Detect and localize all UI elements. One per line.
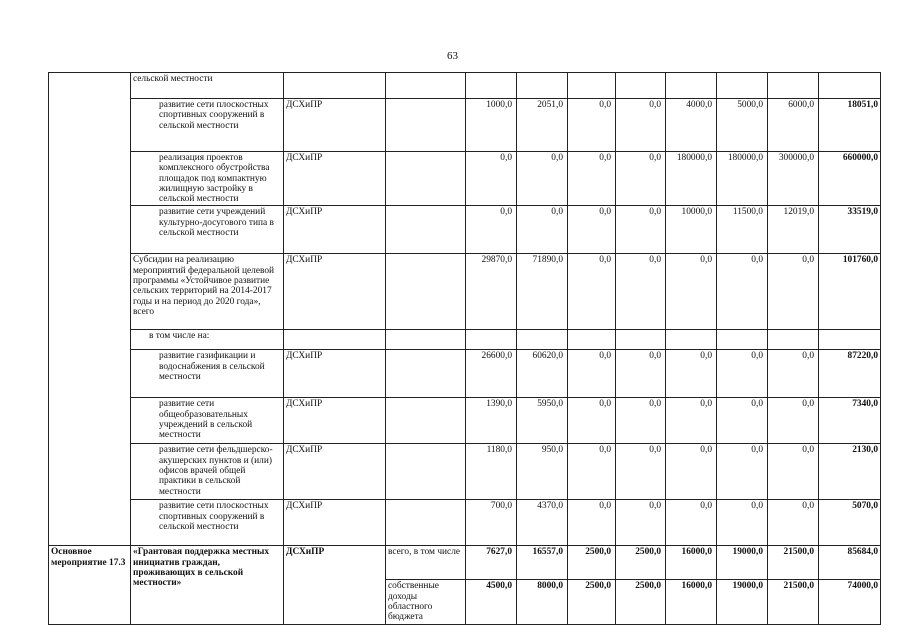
row-agency: ДСХиПР — [284, 206, 386, 254]
row-source — [386, 444, 466, 500]
row-source — [386, 73, 466, 99]
row-value — [666, 330, 717, 350]
row-label: сельской местности — [131, 73, 284, 99]
row-value — [717, 73, 768, 99]
row-label: реализация проектов комплексного обустройства площадок под компактную жилищную застройку в сельской местности — [131, 152, 284, 206]
row-source — [386, 398, 466, 444]
row-value: 0,0 — [616, 398, 666, 444]
row-value: 0,0 — [568, 350, 616, 398]
row-value — [717, 330, 768, 350]
row-value: 0,0 — [568, 99, 616, 152]
row-value: 0,0 — [717, 398, 768, 444]
row-value: 4370,0 — [517, 500, 568, 546]
row-total: 18051,0 — [819, 99, 881, 152]
row-value: 0,0 — [666, 254, 717, 330]
row-source — [386, 500, 466, 546]
row-label: развитие сети фельдшерско-акушерских пунктов и (или) офисов врачей общей практики в сельской местности — [131, 444, 284, 500]
row-value: 0,0 — [616, 500, 666, 546]
row-total: 101760,0 — [819, 254, 881, 330]
row-value: 11500,0 — [717, 206, 768, 254]
row-total: 33519,0 — [819, 206, 881, 254]
row-value: 0,0 — [616, 152, 666, 206]
row-value: 0,0 — [568, 398, 616, 444]
row-total — [819, 330, 881, 350]
row-value: 0,0 — [568, 500, 616, 546]
row-agency — [284, 73, 386, 99]
row-source — [386, 152, 466, 206]
row-value: 1390,0 — [466, 398, 517, 444]
row-total: 2130,0 — [819, 444, 881, 500]
row-agency: ДСХиПР — [284, 99, 386, 152]
row-value: 2500,0 — [616, 546, 666, 580]
row-label: развитие сети плоскостных спортивных сооружений в сельской местности — [131, 500, 284, 546]
row-value: 0,0 — [768, 398, 819, 444]
row-value: 71890,0 — [517, 254, 568, 330]
row-total: 660000,0 — [819, 152, 881, 206]
row-value: 6000,0 — [768, 99, 819, 152]
row-label: в том числе на: — [131, 330, 284, 350]
row-value: 16000,0 — [666, 546, 717, 580]
row-value — [466, 73, 517, 99]
row-value: 5000,0 — [717, 99, 768, 152]
row-value: 0,0 — [717, 350, 768, 398]
row-value — [768, 330, 819, 350]
row-value: 12019,0 — [768, 206, 819, 254]
page-number: 63 — [447, 50, 458, 62]
row-value: 180000,0 — [717, 152, 768, 206]
row-value — [517, 73, 568, 99]
row-value: 0,0 — [616, 99, 666, 152]
row-label: развитие сети учреждений культурно-досугового типа в сельской местности — [131, 206, 284, 254]
row-source: собственные доходы областного бюджета — [386, 580, 466, 624]
table-row — [49, 444, 881, 500]
table-row — [49, 152, 881, 206]
row-source: всего, в том числе — [386, 546, 466, 580]
row-value: 2500,0 — [568, 546, 616, 580]
row-value: 0,0 — [466, 206, 517, 254]
row-value: 29870,0 — [466, 254, 517, 330]
row-value — [568, 73, 616, 99]
row-value — [616, 73, 666, 99]
row-value: 0,0 — [717, 500, 768, 546]
table-row — [49, 350, 881, 398]
row-value: 2500,0 — [616, 580, 666, 624]
row-value: 0,0 — [768, 444, 819, 500]
row-value: 0,0 — [666, 398, 717, 444]
row-agency: ДСХиПР — [284, 398, 386, 444]
main-activity-code: Основное мероприятие 17.3 — [49, 546, 131, 624]
row-source — [386, 206, 466, 254]
row-total: 5070,0 — [819, 500, 881, 546]
table-row — [49, 398, 881, 444]
row-total: 74000,0 — [819, 580, 881, 624]
row-agency: ДСХиПР — [284, 152, 386, 206]
row-value — [466, 330, 517, 350]
row-total: 87220,0 — [819, 350, 881, 398]
row-agency: ДСХиПР — [284, 444, 386, 500]
row-value: 10000,0 — [666, 206, 717, 254]
row-label: развитие сети плоскостных спортивных сооружений в сельской местности — [131, 99, 284, 152]
main-activity-row — [49, 546, 881, 580]
row-value: 0,0 — [768, 500, 819, 546]
row-label: Субсидии на реализацию мероприятий федеральной целевой программы «Устойчивое развитие сельских территорий на 2014-2017 годы и на период до 2020 года», всего — [131, 254, 284, 330]
row-value: 180000,0 — [666, 152, 717, 206]
row-value: 16000,0 — [666, 580, 717, 624]
main-activity-title: «Грантовая поддержка местных инициатив граждан, проживающих в сельской местности» — [131, 546, 284, 624]
row-value: 0,0 — [568, 206, 616, 254]
row-label: развитие сети общеобразовательных учреждений в сельской местности — [131, 398, 284, 444]
row-value: 700,0 — [466, 500, 517, 546]
row-value: 0,0 — [616, 206, 666, 254]
row-value: 0,0 — [616, 254, 666, 330]
row-total: 7340,0 — [819, 398, 881, 444]
row-value: 0,0 — [768, 350, 819, 398]
row-value: 4000,0 — [666, 99, 717, 152]
row-value: 21500,0 — [768, 546, 819, 580]
row-value: 19000,0 — [717, 580, 768, 624]
row-value: 7627,0 — [466, 546, 517, 580]
row-agency — [284, 330, 386, 350]
row-value — [616, 330, 666, 350]
row-value: 0,0 — [517, 206, 568, 254]
row-source — [386, 254, 466, 330]
row-value: 8000,0 — [517, 580, 568, 624]
row-value: 0,0 — [616, 350, 666, 398]
row-value — [517, 330, 568, 350]
row-agency: ДСХиПР — [284, 254, 386, 330]
row-label: развитие газификации и водоснабжения в сельской местности — [131, 350, 284, 398]
row-value: 0,0 — [717, 444, 768, 500]
row-total — [819, 73, 881, 99]
row-value: 21500,0 — [768, 580, 819, 624]
row-source — [386, 350, 466, 398]
row-agency: ДСХиПР — [284, 350, 386, 398]
activity-cell-empty — [49, 73, 131, 546]
table-row — [49, 99, 881, 152]
row-value: 300000,0 — [768, 152, 819, 206]
row-value: 5950,0 — [517, 398, 568, 444]
row-value: 1180,0 — [466, 444, 517, 500]
row-value: 0,0 — [568, 254, 616, 330]
row-value: 16557,0 — [517, 546, 568, 580]
table-row — [49, 206, 881, 254]
table-row — [49, 330, 881, 350]
row-value: 1000,0 — [466, 99, 517, 152]
row-value: 19000,0 — [717, 546, 768, 580]
row-value: 0,0 — [666, 444, 717, 500]
main-activity-agency: ДСХиПР — [284, 546, 386, 624]
row-value: 26600,0 — [466, 350, 517, 398]
row-value: 0,0 — [717, 254, 768, 330]
row-value: 0,0 — [666, 500, 717, 546]
row-value — [768, 73, 819, 99]
row-value: 4500,0 — [466, 580, 517, 624]
row-value: 0,0 — [568, 444, 616, 500]
row-value: 0,0 — [768, 254, 819, 330]
budget-table — [48, 72, 881, 625]
row-value: 0,0 — [616, 444, 666, 500]
row-source — [386, 99, 466, 152]
row-value: 2500,0 — [568, 580, 616, 624]
row-agency: ДСХиПР — [284, 500, 386, 546]
table-row — [49, 500, 881, 546]
row-value: 0,0 — [666, 350, 717, 398]
table-row — [49, 73, 881, 99]
row-value: 2051,0 — [517, 99, 568, 152]
table-row — [49, 254, 881, 330]
row-total: 85684,0 — [819, 546, 881, 580]
row-source — [386, 330, 466, 350]
row-value: 0,0 — [517, 152, 568, 206]
row-value — [666, 73, 717, 99]
row-value: 0,0 — [568, 152, 616, 206]
row-value — [568, 330, 616, 350]
row-value: 60620,0 — [517, 350, 568, 398]
row-value: 950,0 — [517, 444, 568, 500]
row-value: 0,0 — [466, 152, 517, 206]
